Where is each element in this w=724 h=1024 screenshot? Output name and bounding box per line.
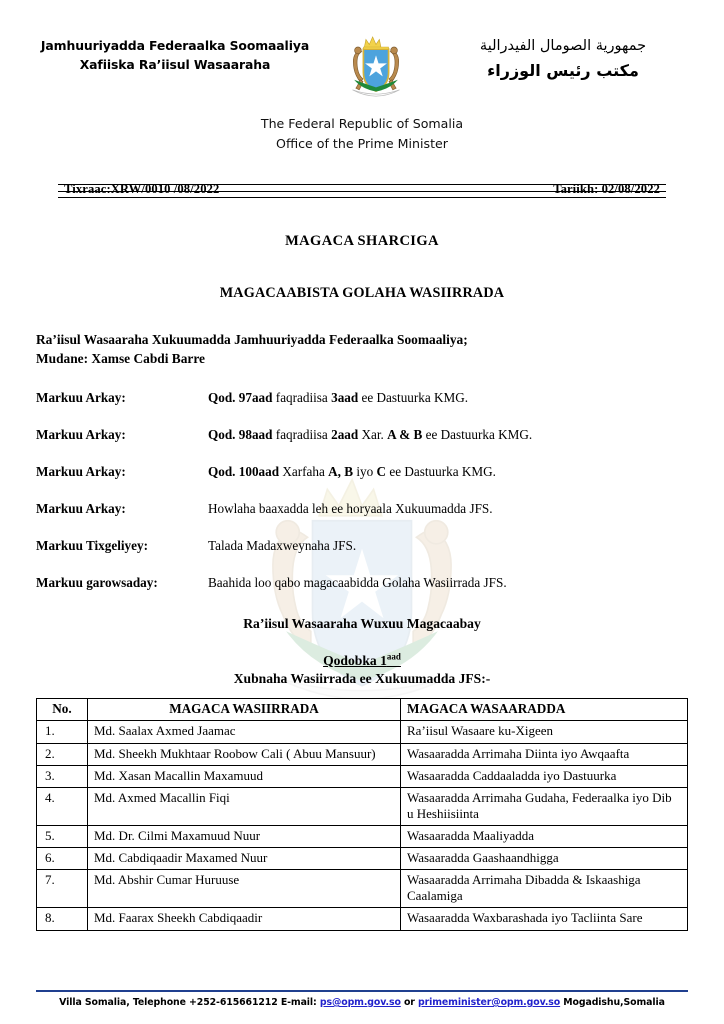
clause-text [208, 537, 688, 554]
letterhead [36, 0, 688, 110]
table-header-row [37, 699, 688, 721]
clause-plain: ee Dastuurka KMG. [361, 389, 469, 405]
article-label [323, 653, 401, 668]
cell-row-number: 2. [37, 743, 88, 765]
table-row [37, 908, 688, 930]
cell-minister-name: Md. Dr. Cilmi Maxamuud Nuur [88, 826, 401, 848]
cell-minister-name: Md. Abshir Cumar Huruuse [88, 870, 401, 908]
pm-name-line: Mudane: Xamse Cabdi Barre [36, 351, 205, 367]
pm-title-line: Ra’iisul Wasaaraha Xukuumadda Jamhuuriyadda Federaalka Soomaaliya; [36, 331, 468, 347]
cell-minister-name: Md. Axmed Macallin Fiqi [88, 787, 401, 825]
clause-list [36, 389, 688, 592]
clause-row [36, 389, 688, 406]
clause-plain: ee Dastuurka KMG. [389, 463, 496, 479]
cell-ministry-name: Wasaaradda Arrimaha Gudaha, Federaalka iyo Dib u Heshiisiinta [401, 787, 688, 825]
arabic-country-line: جمهورية الصومال الفيدرالية [479, 38, 647, 54]
reference-rule-bottom [58, 197, 666, 198]
email-link-ps[interactable]: ps@opm.gov.so [319, 997, 401, 1008]
cell-row-number: 4. [37, 787, 88, 825]
clause-label: Markuu Arkay: [36, 501, 126, 517]
clause-row [36, 426, 688, 443]
cell-ministry-name: Wasaaradda Gaashaandhigga [401, 848, 688, 870]
english-country-line: The Federal Republic of Somalia [260, 116, 464, 131]
cell-minister-name: Md. Faarax Sheekh Cabdiqaadir [88, 908, 401, 930]
clause-row [36, 463, 688, 480]
letterhead-somali [36, 26, 314, 74]
article-suffix: aad [386, 651, 401, 662]
clause-label: Markuu garowsaday: [36, 575, 158, 591]
clause-emphasis: A & B [387, 426, 426, 442]
cell-row-number: 3. [37, 765, 88, 787]
appointment-heading: Ra’iisul Wasaaraha Wuxuu Magacaabay [243, 615, 481, 631]
reference-date: Tariikh: 02/08/2022 [553, 181, 660, 196]
clause-text [208, 389, 688, 406]
cell-ministry-name: Wasaaradda Maaliyadda [401, 826, 688, 848]
cell-row-number: 8. [37, 908, 88, 930]
prime-minister-block [36, 330, 688, 369]
footer-divider [36, 990, 688, 992]
clause-emphasis: Qod. 100aad [208, 463, 283, 479]
table-row [37, 743, 688, 765]
clause-plain: Xar. [361, 426, 388, 442]
clause-row [36, 500, 688, 517]
email-link-primeminister[interactable]: primeminister@opm.gov.so [418, 997, 561, 1008]
clause-plain: Baahida loo qabo magacaabidda Golaha Wasiirrada JFS. [208, 575, 507, 591]
table-row [37, 765, 688, 787]
table-row [37, 848, 688, 870]
clause-emphasis: A, B [328, 463, 357, 479]
clause-label: Markuu Arkay: [36, 426, 126, 442]
article-heading [36, 652, 688, 670]
cell-minister-name: Md. Xasan Macallin Maxamuud [88, 765, 401, 787]
clause-emphasis: Qod. 97aad [208, 389, 276, 405]
page-footer [0, 990, 724, 1008]
clause-label: Markuu Arkay: [36, 463, 126, 479]
clause-text [208, 463, 688, 480]
column-header-minister: MAGACA WASIIRRADA [88, 699, 401, 721]
reference-text-row [64, 182, 660, 197]
ministers-table-body [37, 721, 688, 930]
clause-text [208, 500, 688, 517]
cell-row-number: 7. [37, 870, 88, 908]
cell-ministry-name: Wasaaradda Caddaaladda iyo Dastuurka [401, 765, 688, 787]
cell-ministry-name: Wasaaradda Waxbarashada iyo Tacliinta Sare [401, 908, 688, 930]
clause-row [36, 574, 688, 591]
english-office-line: Office of the Prime Minister [276, 136, 448, 152]
table-row [37, 787, 688, 825]
table-row [37, 826, 688, 848]
cell-row-number: 1. [37, 721, 88, 743]
somali-country-line: Jamhuuriyadda Federaalka Soomaaliya [40, 38, 310, 53]
cell-minister-name: Md. Sheekh Mukhtaar Roobow Cali ( Abuu Mansuur) [88, 743, 401, 765]
footer-middle: or [400, 997, 418, 1008]
footer-prefix: Villa Somalia, Telephone +252-615661212 E-mail: [59, 997, 320, 1008]
clause-text [208, 426, 688, 443]
clause-plain: Xarfaha [282, 463, 329, 479]
clause-plain: faqradiisa [275, 389, 332, 405]
clause-row [36, 537, 688, 554]
clause-text [208, 574, 688, 591]
letterhead-arabic [438, 26, 688, 84]
cell-ministry-name: Ra’iisul Wasaare ku-Xigeen [401, 721, 688, 743]
clause-emphasis: Qod. 98aad [208, 426, 276, 442]
column-header-ministry: MAGACA WASAARADDA [401, 699, 688, 721]
column-header-no: No. [37, 699, 88, 721]
article-label-text: Qodobka 1 [323, 653, 387, 669]
clause-plain: faqradiisa [275, 426, 332, 442]
clause-label: Markuu Arkay: [36, 389, 126, 405]
reference-number: Tixraac:XRW/0010 /08/2022 [64, 181, 220, 196]
table-row [37, 721, 688, 743]
clause-emphasis: 2aad [331, 426, 362, 442]
clause-emphasis: C [376, 463, 390, 479]
clause-label: Markuu Tixgeliyey: [36, 538, 148, 554]
clause-plain: Talada Madaxweynaha JFS. [208, 538, 357, 554]
coat-of-arms-emblem [328, 26, 424, 110]
cell-ministry-name: Wasaaradda Arrimaha Diinta iyo Awqaafta [401, 743, 688, 765]
footer-suffix: Mogadishu,Somalia [560, 997, 665, 1008]
cell-row-number: 5. [37, 826, 88, 848]
letterhead-english [36, 114, 688, 155]
clause-plain: ee Dastuurka KMG. [425, 426, 533, 442]
table-row [37, 870, 688, 908]
reference-bar [36, 181, 688, 203]
somali-office-line: Xafiiska Ra’iisul Wasaaraha [79, 56, 271, 72]
footer-contact [0, 997, 724, 1008]
arabic-office-line: مكتب رئيس الوزراء [487, 61, 639, 81]
decree-subject: MAGACAABISTA GOLAHA WASIIRRADA [219, 284, 505, 301]
ministers-table [36, 698, 688, 930]
article-subtitle: Xubnaha Wasiirrada ee Xukuumadda JFS:- [233, 671, 491, 687]
clause-plain: iyo [356, 463, 377, 479]
cell-minister-name: Md. Saalax Axmed Jaamac [88, 721, 401, 743]
cell-ministry-name: Wasaaradda Arrimaha Dibadda & Iskaashiga Caalamiga [401, 870, 688, 908]
cell-minister-name: Md. Cabdiqaadir Maxamed Nuur [88, 848, 401, 870]
clause-emphasis: 3aad [331, 389, 362, 405]
clause-plain: Howlaha baaxadda leh ee horyaala Xukuumadda JFS. [208, 501, 493, 517]
law-title: MAGACA SHARCIGA [285, 232, 439, 249]
cell-row-number: 6. [37, 848, 88, 870]
